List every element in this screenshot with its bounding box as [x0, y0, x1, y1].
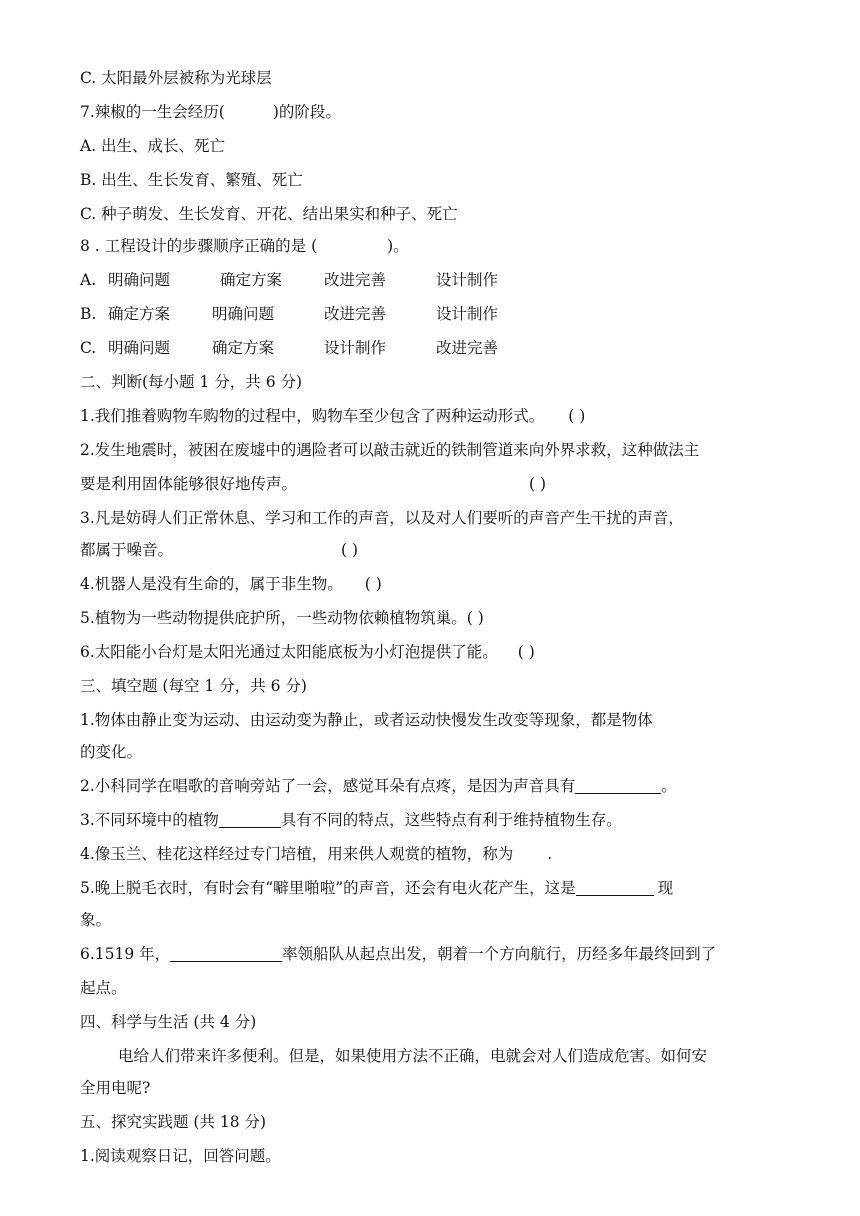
- judge-item-3-line-2: [80, 540, 358, 560]
- q8-option-letter: A.: [80, 271, 97, 289]
- section-4-paragraph-line-2: 全用电呢?: [80, 1079, 151, 1097]
- fill-q1-line-1: 1.物体由静止变为运动、由运动变为静止，或者运动快慢发生改变等现象，都是物体: [80, 711, 653, 729]
- judge-item-text: 6.太阳能小台灯是太阳光通过太阳能底板为小灯泡提供了能。: [80, 643, 498, 661]
- q8-step: 改进完善: [324, 271, 387, 289]
- q7-stem: [80, 102, 341, 122]
- judge-item-text: 4.机器人是没有生命的，属于非生物。: [80, 575, 343, 593]
- judge-item-2-line-1: 2.发生地震时，被困在废墟中的遇险者可以敲击就近的铁制管道来向外界求救，这种做法主: [80, 441, 700, 459]
- judge-item-text: 要是利用固体能够很好地传声。: [80, 475, 298, 493]
- answer-blank[interactable]: [576, 879, 654, 896]
- fill-text: 现: [657, 879, 674, 897]
- fill-text: 6.1519 年，: [80, 945, 171, 963]
- judge-item-6: [80, 642, 535, 662]
- q8-option-a: [80, 270, 498, 290]
- section-3-heading: 三、填空题 (每空 1 分，共 6 分): [80, 677, 307, 695]
- fill-text: 率领船队从起点出发，朝着一个方向航行，历经多年最终回到了: [282, 945, 717, 963]
- answer-paren: ( ): [466, 609, 484, 627]
- q8-step: 明确问题: [212, 305, 275, 323]
- q8-stem-start: 8 . 工程设计的步骤顺序正确的是 (: [80, 237, 318, 255]
- q7-option-c: C. 种子萌发、生长发育、开花、结出果实和种子、死亡: [80, 205, 458, 223]
- q7-stem-start: 7.辣椒的一生会经历(: [80, 103, 225, 121]
- judge-item-text: 1.我们推着购物车购物的过程中，购物车至少包含了两种运动形式。: [80, 407, 545, 425]
- answer-blank[interactable]: [219, 811, 281, 828]
- fill-q5-line-1: [80, 878, 673, 898]
- answer-paren: ( ): [341, 541, 359, 559]
- q8-stem: [80, 236, 409, 256]
- fill-text: 5.晚上脱毛衣时，有时会有“噼里啪啦”的声音，还会有电火花产生，这是: [80, 879, 576, 897]
- q8-option-b: [80, 304, 498, 324]
- fill-q6-line-1: [80, 944, 716, 964]
- judge-item-5: [80, 608, 484, 628]
- q7-option-b: B. 出生、生长发育、繁殖、死亡: [80, 171, 303, 189]
- q8-step: 设计制作: [436, 305, 499, 323]
- judge-item-text: 5.植物为一些动物提供庇护所，一些动物依赖植物筑巢。: [80, 609, 467, 627]
- answer-blank[interactable]: [170, 945, 282, 962]
- section-5-q1: 1.阅读观察日记，回答问题。: [80, 1147, 281, 1165]
- section-4-heading: 四、科学与生活 (共 4 分): [80, 1013, 257, 1031]
- q8-step: 设计制作: [324, 339, 387, 357]
- fill-q3: [80, 810, 622, 830]
- fill-q2: [80, 776, 677, 796]
- q8-step: 明确问题: [108, 271, 171, 289]
- q8-option-letter: B.: [80, 305, 97, 323]
- section-2-heading: 二、判断(每小题 1 分，共 6 分): [80, 373, 303, 391]
- fill-text: .: [547, 845, 553, 863]
- answer-paren: ( ): [517, 643, 535, 661]
- judge-item-2-line-2: [80, 474, 546, 494]
- q8-stem-end: )。: [387, 237, 409, 255]
- section-5-heading: 五、探究实践题 (共 18 分): [80, 1113, 267, 1131]
- q8-option-letter: C.: [80, 339, 97, 357]
- q8-option-c: [80, 338, 498, 358]
- answer-blank[interactable]: [575, 777, 661, 794]
- q8-step: 确定方案: [220, 271, 283, 289]
- q8-step: 明确问题: [108, 339, 171, 357]
- q8-step: 确定方案: [212, 339, 275, 357]
- q8-step: 改进完善: [324, 305, 387, 323]
- fill-text: 具有不同的特点，这些特点有利于维持植物生存。: [280, 811, 622, 829]
- answer-paren: ( ): [529, 475, 547, 493]
- q7-stem-end: )的阶段。: [272, 103, 341, 121]
- q8-step: 确定方案: [108, 305, 171, 323]
- judge-item-4: [80, 574, 382, 594]
- answer-paren: ( ): [568, 407, 586, 425]
- judge-item-1: [80, 406, 585, 426]
- fill-q1-line-2: 的变化。: [80, 743, 143, 761]
- fill-text: 4.像玉兰、桂花这样经过专门培植，用来供人观赏的植物，称为: [80, 845, 514, 863]
- q7-option-a: A. 出生、成长、死亡: [80, 137, 226, 155]
- answer-paren: ( ): [364, 575, 382, 593]
- judge-item-text: 都属于噪音。: [80, 541, 174, 559]
- fill-q6-line-2: 起点。: [80, 979, 127, 997]
- q8-step: 设计制作: [436, 271, 499, 289]
- fill-q5-line-2: 象。: [80, 911, 112, 929]
- fill-text: 3.不同环境中的植物: [80, 811, 219, 829]
- section-4-paragraph-line-1: 电给人们带来许多便利。但是，如果使用方法不正确，电就会对人们造成危害。如何安: [118, 1047, 708, 1065]
- fill-q4: [80, 844, 552, 864]
- fill-text: 2.小科同学在唱歌的音响旁站了一会，感觉耳朵有点疼，是因为声音具有: [80, 777, 576, 795]
- fill-text: 。: [661, 777, 677, 795]
- judge-item-3-line-1: 3.凡是妨碍人们正常休息、学习和工作的声音，以及对人们要听的声音产生干扰的声音，: [80, 509, 684, 527]
- q6-option-c: C. 太阳最外层被称为光球层: [80, 69, 272, 87]
- q8-step: 改进完善: [436, 339, 499, 357]
